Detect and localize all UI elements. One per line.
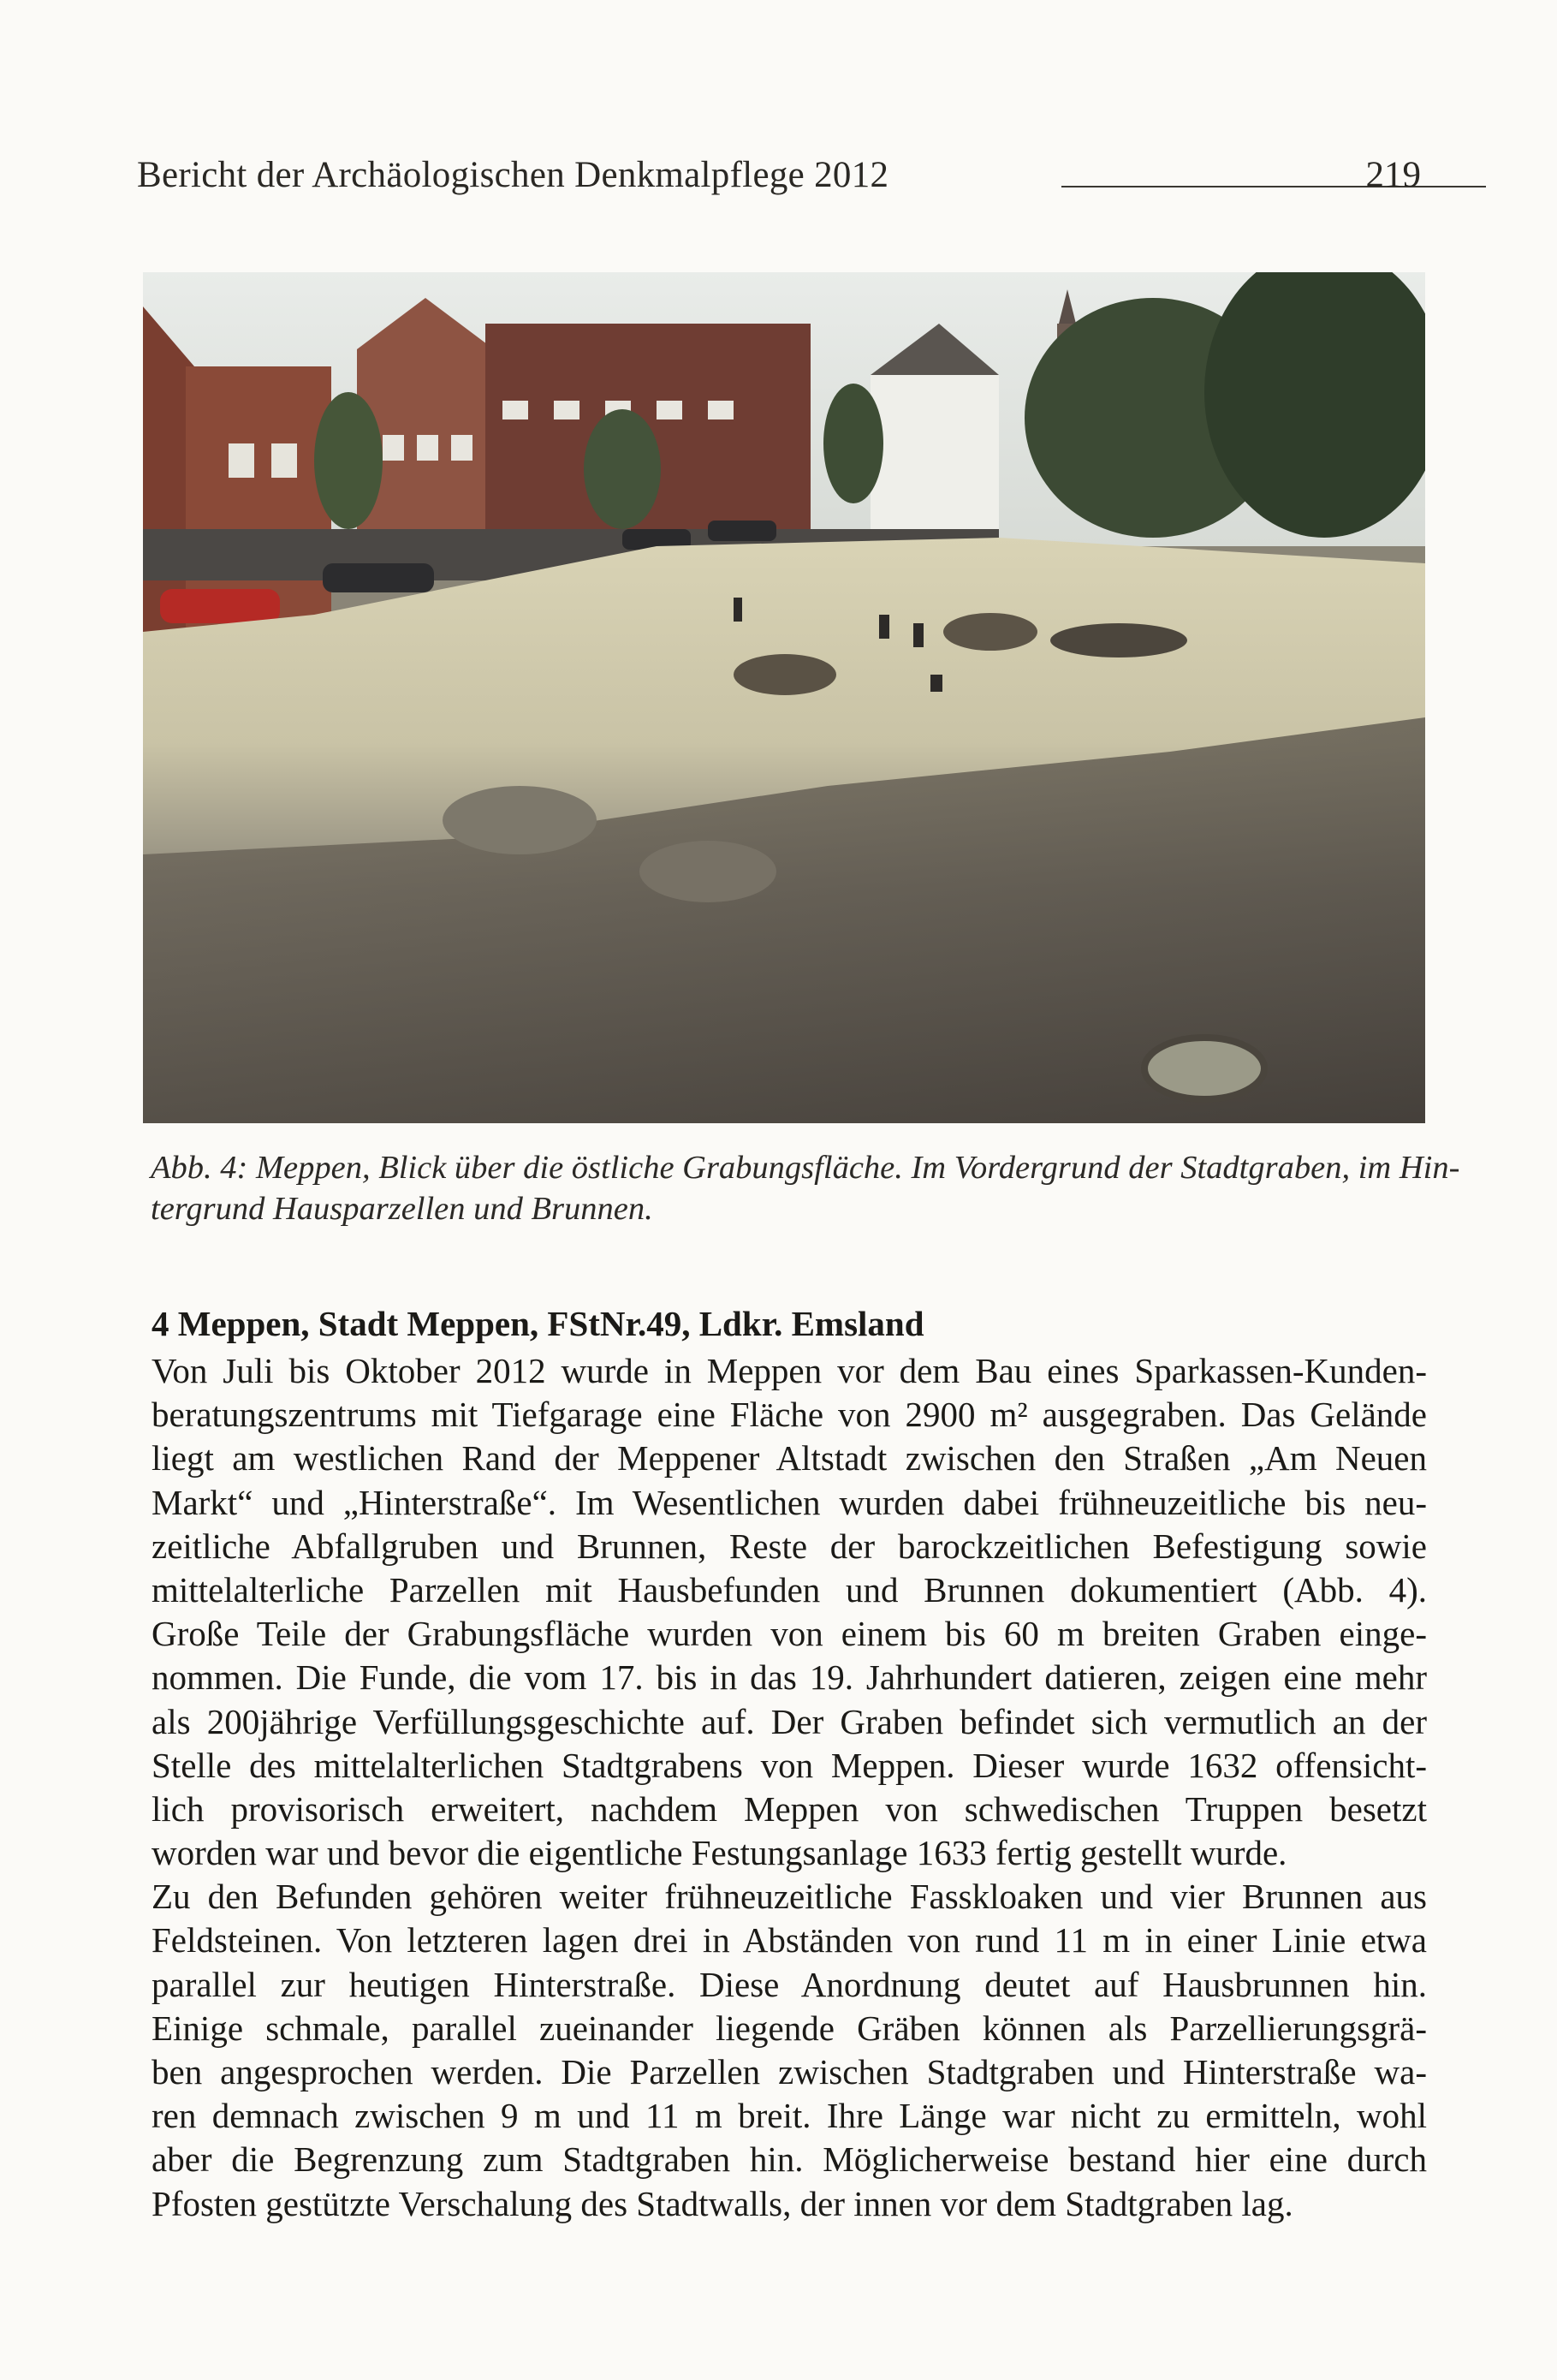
text-line: aber die Begrenzung zum Stadtgraben hin. Möglicherweise bestand hier eine durch [152, 2139, 1427, 2180]
text-line: Von Juli bis Oktober 2012 wurde in Meppen vor dem Bau eines Sparkassen-Kunden- [152, 1351, 1427, 1390]
figure-caption-line: tergrund Hausparzellen und Brunnen. [151, 1191, 653, 1227]
text-line: ben angesprochen werden. Die Parzellen zwischen Stadtgraben und Hinterstraße wa- [152, 2052, 1427, 2091]
figure-caption-line: Abb. 4: Meppen, Blick über die östliche Grabungsfläche. Im Vordergrund der Stadtgraben, im Hin- [151, 1150, 1460, 1186]
text-line: lich provisorisch erweitert, nachdem Meppen von schwedischen Truppen besetzt [152, 1788, 1427, 1829]
text-line: Markt“ und „Hinterstraße“. Im Wesentlichen wurden dabei frühneuzeitliche bis neu- [152, 1482, 1427, 1522]
paragraph [152, 1349, 1427, 1875]
text-line: Stelle des mittelalterlichen Stadtgrabens von Meppen. Dieser wurde 1632 offensicht- [152, 1745, 1427, 1785]
page-number: 219 [1365, 155, 1421, 195]
text-line: beratungszentrums mit Tiefgarage eine Fläche von 2900 m² ausgegraben. Das Gelände [152, 1395, 1427, 1435]
text-line: nommen. Die Funde, die vom 17. bis in das 19. Jahrhundert datieren, zeigen eine mehr [152, 1657, 1427, 1698]
text-line: worden war und bevor die eigentliche Festungsanlage 1633 fertig gestellt wurde. [152, 1833, 1287, 1873]
section-heading: 4 Meppen, Stadt Meppen, FStNr.49, Ldkr. Emsland [152, 1304, 924, 1343]
text-line: liegt am westlichen Rand der Meppener Altstadt zwischen den Straßen „Am Neuen [152, 1438, 1427, 1479]
text-line: mittelalterliche Parzellen mit Hausbefunden und Brunnen dokumentiert (Abb. 4). [152, 1569, 1427, 1609]
journal-title: Bericht der Archäologischen Denkmalpflege 2012 [137, 155, 889, 195]
text-line: Zu den Befunden gehören weiter frühneuzeitliche Fasskloaken und vier Brunnen aus [152, 1877, 1427, 1917]
body-text [152, 1349, 1427, 2226]
text-line: als 200jährige Verfüllungsgeschichte auf. Der Graben befindet sich vermutlich an der [152, 1701, 1427, 1741]
text-line: zeitliche Abfallgruben und Brunnen, Reste der barockzeitlichen Befestigung sowie [152, 1526, 1427, 1566]
running-header [137, 154, 1421, 214]
text-line: Pfosten gestützte Verschalung des Stadtwalls, der innen vor dem Stadtgraben lag. [152, 2183, 1293, 2223]
excavation-photo [143, 272, 1425, 1123]
header-rule [1061, 186, 1486, 187]
text-line: parallel zur heutigen Hinterstraße. Diese Anordnung deutet auf Hausbrunnen hin. [152, 1964, 1427, 2004]
text-line: Feldsteinen. Von letzteren lagen drei in Abständen von rund 11 m in einer Linie etwa [152, 1920, 1427, 1961]
figure-caption [151, 1147, 1460, 1229]
excavation-photo-drawing [143, 272, 1425, 1123]
text-line: Große Teile der Grabungsfläche wurden von einem bis 60 m breiten Graben einge- [152, 1614, 1427, 1654]
text-line: ren demnach zwischen 9 m und 11 m breit. Ihre Länge war nicht zu ermitteln, wohl [152, 2096, 1427, 2136]
text-line: Einige schmale, parallel zueinander liegende Gräben können als Parzellierungsgrä- [152, 2008, 1427, 2048]
paragraph [152, 1875, 1427, 2226]
